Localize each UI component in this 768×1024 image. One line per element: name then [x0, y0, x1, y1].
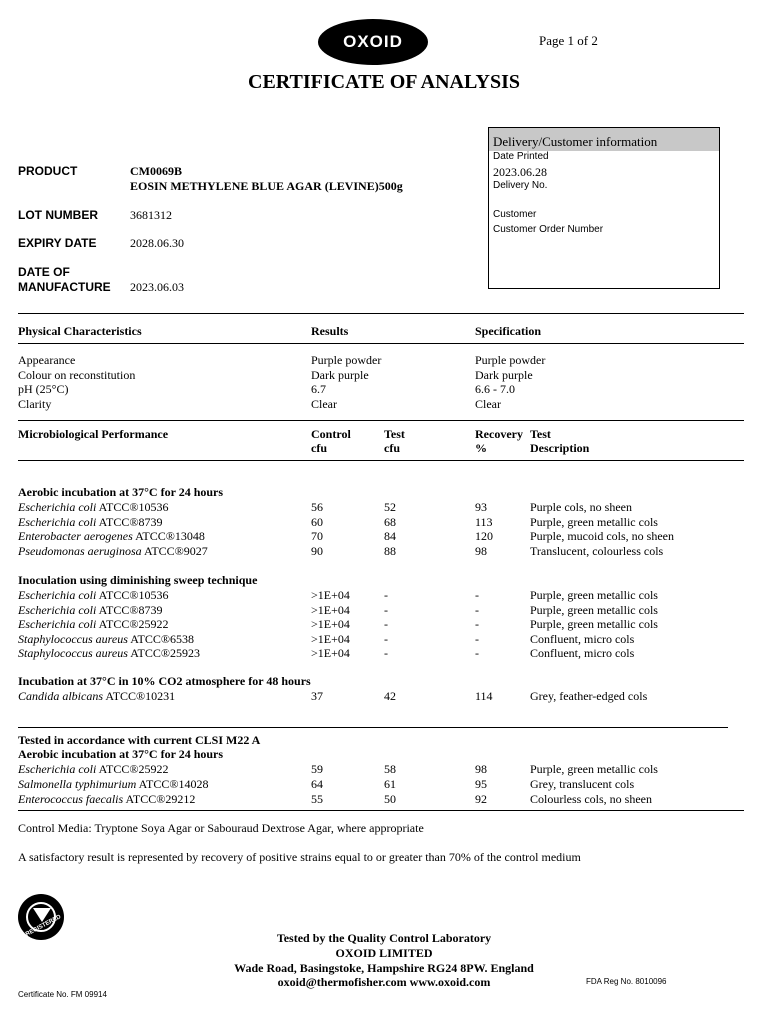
- recovery-percent: -: [475, 617, 479, 631]
- test-description: Purple, green metallic cols: [530, 762, 658, 776]
- organism-name: [18, 515, 162, 530]
- page-number: Page 1 of 2: [539, 33, 598, 48]
- test-cfu: 61: [384, 777, 396, 791]
- control-cfu: >1E+04: [311, 602, 350, 617]
- test-cfu: 42: [384, 689, 396, 703]
- test-cfu: 84: [384, 529, 396, 543]
- test-description: Purple, green metallic cols: [530, 602, 658, 617]
- product-name: EOSIN METHYLENE BLUE AGAR (LEVINE)500g: [130, 179, 403, 193]
- control-cfu: >1E+04: [311, 631, 350, 646]
- test-cfu: 68: [384, 514, 396, 529]
- micro-header-test-unit: cfu: [384, 441, 400, 455]
- organism-name: [18, 529, 205, 544]
- control-cfu: 60: [311, 514, 323, 529]
- control-cfu: >1E+04: [311, 617, 350, 631]
- test-description: Grey, feather-edged cols: [530, 689, 648, 703]
- species-name: Enterobacter aerogenes: [18, 529, 133, 543]
- organism-name: [18, 544, 208, 559]
- species-name: Salmonella typhimurium: [18, 777, 137, 791]
- test-cfu: 50: [384, 792, 396, 806]
- recovery-percent: -: [475, 588, 479, 602]
- date-printed-value: 2023.06.28: [493, 165, 547, 179]
- physical-cell: pH (25°C): [18, 382, 69, 396]
- test-cfu: 52: [384, 500, 396, 514]
- micro-header-test: Test: [384, 427, 405, 441]
- divider: [18, 343, 744, 344]
- test-description: Purple, green metallic cols: [530, 588, 658, 602]
- physical-cell: Dark purple: [311, 367, 369, 382]
- micro-header-recovery-unit: %: [475, 441, 487, 455]
- recovery-percent: 93: [475, 500, 487, 514]
- strain-number: ATCC®8739: [96, 602, 163, 617]
- divider: [18, 810, 744, 811]
- test-description: Confluent, micro cols: [530, 646, 635, 660]
- footer-address: Wade Road, Basingstoke, Hampshire RG24 8PW. England: [234, 961, 534, 975]
- recovery-percent: 113: [475, 514, 493, 529]
- organism-name: [18, 762, 168, 777]
- section-title: Inoculation using diminishing sweep technique: [18, 573, 258, 587]
- lot-number-label: LOT NUMBER: [18, 208, 98, 222]
- clsi-subtitle: Aerobic incubation at 37°C for 24 hours: [18, 747, 224, 761]
- certificate-number: Certificate No. FM 09914: [18, 990, 107, 999]
- footer-company: OXOID LIMITED: [335, 946, 433, 960]
- dom-label-line1: DATE OF: [18, 265, 70, 279]
- test-description: Translucent, colourless cols: [530, 543, 664, 558]
- recovery-percent: 92: [475, 792, 487, 806]
- micro-header-test-desc: Test: [530, 427, 551, 441]
- species-name: Pseudomonas aeruginosa: [18, 543, 142, 558]
- physical-header-spec: Specification: [475, 324, 541, 338]
- strain-number: ATCC®25922: [96, 617, 169, 631]
- strain-number: ATCC®6538: [127, 631, 195, 646]
- organism-name: [18, 588, 168, 603]
- recovery-percent: -: [475, 631, 479, 646]
- test-cfu: 88: [384, 543, 396, 558]
- strain-number: ATCC®8739: [96, 514, 163, 529]
- physical-cell: 6.6 - 7.0: [475, 382, 515, 396]
- bsi-registered-text: REGISTERED: [24, 914, 63, 938]
- physical-cell: Purple powder: [311, 353, 382, 367]
- control-cfu: >1E+04: [311, 646, 350, 660]
- physical-cell: Clarity: [18, 396, 52, 411]
- delivery-info-heading: Delivery/Customer information: [493, 134, 658, 149]
- species-name: Staphylococcus aureus: [18, 631, 128, 646]
- strain-number: ATCC®25923: [127, 646, 201, 660]
- strain-number: ATCC®10231: [103, 689, 176, 703]
- strain-number: ATCC®14028: [136, 777, 209, 791]
- clsi-title: Tested in accordance with current CLSI M22 A: [18, 733, 261, 747]
- organism-name: [18, 777, 208, 792]
- page-title: CERTIFICATE OF ANALYSIS: [248, 71, 520, 93]
- control-cfu: 70: [311, 529, 323, 543]
- test-cfu: -: [384, 631, 388, 646]
- strain-number: ATCC®10536: [96, 500, 169, 514]
- physical-header-results: Results: [311, 324, 349, 338]
- expiry-date-value: 2028.06.30: [130, 236, 184, 250]
- divider: [18, 420, 744, 421]
- logo-text: OXOID: [343, 32, 403, 51]
- species-name: Enterococcus faecalis: [18, 792, 124, 806]
- product-label: PRODUCT: [18, 164, 78, 178]
- species-name: Escherichia coli: [18, 500, 97, 514]
- recovery-percent: 120: [475, 529, 493, 543]
- micro-header-control: Control: [311, 427, 351, 441]
- control-cfu: 90: [311, 543, 323, 558]
- oxoid-logo: [318, 19, 428, 65]
- physical-cell: Clear: [311, 396, 337, 411]
- divider: [18, 460, 744, 461]
- physical-cell: 6.7: [311, 382, 326, 396]
- divider: [18, 313, 744, 314]
- expiry-date-label: EXPIRY DATE: [18, 236, 97, 250]
- organism-name: [18, 646, 200, 661]
- recovery-percent: 98: [475, 762, 487, 776]
- test-description: Purple, mucoid cols, no sheen: [530, 529, 674, 543]
- micro-header-description: Description: [530, 441, 590, 455]
- recovery-percent: 114: [475, 689, 493, 703]
- dom-value: 2023.06.03: [130, 280, 184, 294]
- test-description: Purple, green metallic cols: [530, 514, 658, 529]
- recovery-percent: -: [475, 646, 479, 660]
- test-description: Colourless cols, no sheen: [530, 792, 652, 806]
- date-printed-label: Date Printed: [493, 151, 549, 162]
- delivery-no-label: Delivery No.: [493, 180, 548, 191]
- control-cfu: 56: [311, 500, 323, 514]
- organism-name: [18, 617, 168, 632]
- physical-cell: Appearance: [18, 353, 76, 367]
- dom-label-line2: MANUFACTURE: [18, 280, 111, 294]
- test-cfu: 58: [384, 762, 396, 776]
- recovery-percent: -: [475, 602, 479, 617]
- strain-number: ATCC®9027: [141, 543, 208, 558]
- strain-number: ATCC®10536: [96, 588, 169, 602]
- physical-cell: Purple powder: [475, 353, 546, 367]
- test-cfu: -: [384, 646, 388, 660]
- species-name: Escherichia coli: [18, 602, 97, 617]
- organism-name: [18, 632, 194, 647]
- fda-reg-number: FDA Reg No. 8010096: [586, 977, 667, 986]
- organism-name: [18, 689, 175, 704]
- footer-contact: oxoid@thermofisher.com www.oxoid.com: [277, 975, 491, 989]
- species-name: Escherichia coli: [18, 588, 97, 602]
- control-cfu: 64: [311, 777, 323, 791]
- species-name: Candida albicans: [18, 689, 104, 703]
- recovery-percent: 98: [475, 543, 487, 558]
- physical-cell: Colour on reconstitution: [18, 367, 136, 382]
- customer-order-label: Customer Order Number: [493, 224, 604, 235]
- test-description: Purple, green metallic cols: [530, 617, 658, 631]
- species-name: Escherichia coli: [18, 514, 97, 529]
- control-media-note: Control Media: Tryptone Soya Agar or Sabouraud Dextrose Agar, where appropriate: [18, 821, 424, 835]
- organism-name: [18, 603, 162, 618]
- product-code: CM0069B: [130, 164, 182, 178]
- strain-number: ATCC®13048: [132, 529, 205, 543]
- test-cfu: -: [384, 602, 388, 617]
- control-cfu: >1E+04: [311, 588, 350, 602]
- control-cfu: 59: [311, 762, 323, 776]
- lot-number-value: 3681312: [130, 208, 172, 222]
- species-name: Staphylococcus aureus: [18, 646, 128, 660]
- micro-header-name: Microbiological Performance: [18, 427, 169, 441]
- test-description: Confluent, micro cols: [530, 631, 635, 646]
- test-description: Grey, translucent cols: [530, 777, 635, 791]
- test-cfu: -: [384, 617, 388, 631]
- physical-header-name: Physical Characteristics: [18, 324, 142, 338]
- recovery-percent: 95: [475, 777, 487, 791]
- divider: [18, 727, 728, 728]
- control-cfu: 55: [311, 792, 323, 806]
- physical-cell: Clear: [475, 396, 501, 411]
- organism-name: [18, 792, 195, 807]
- micro-header-control-unit: cfu: [311, 441, 327, 455]
- physical-cell: Dark purple: [475, 367, 533, 382]
- micro-header-recovery: Recovery: [475, 427, 523, 441]
- organism-name: [18, 500, 168, 515]
- footer-tested-by: Tested by the Quality Control Laboratory: [276, 931, 492, 945]
- section-title: Aerobic incubation at 37°C for 24 hours: [18, 485, 224, 499]
- strain-number: ATCC®29212: [123, 792, 196, 806]
- strain-number: ATCC®25922: [96, 762, 169, 776]
- test-cfu: -: [384, 588, 388, 602]
- section-title: Incubation at 37°C in 10% CO2 atmosphere for 48 hours: [18, 674, 311, 688]
- satisfactory-note: A satisfactory result is represented by recovery of positive strains equal to or greater than 70% of the control medium: [18, 850, 581, 864]
- species-name: Escherichia coli: [18, 762, 97, 776]
- test-description: Purple cols, no sheen: [530, 500, 632, 514]
- customer-label: Customer: [493, 209, 537, 220]
- species-name: Escherichia coli: [18, 617, 97, 631]
- control-cfu: 37: [311, 689, 323, 703]
